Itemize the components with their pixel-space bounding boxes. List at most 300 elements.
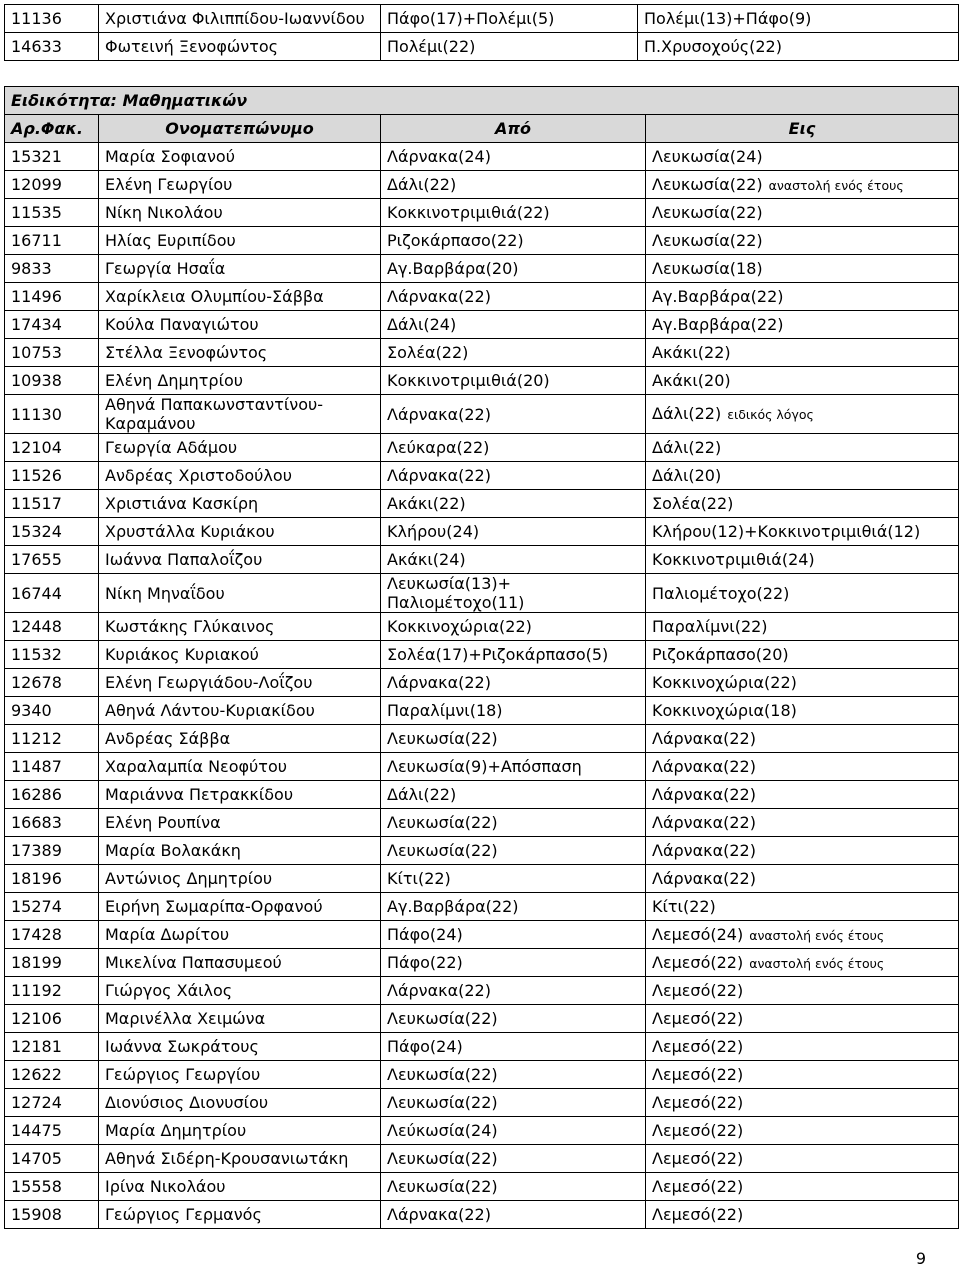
header-from: Από — [381, 115, 646, 143]
from-text: Δάλι(24) — [387, 315, 457, 334]
full-name-cell — [99, 949, 381, 977]
to-text: Λεμεσό(22) — [652, 1009, 744, 1028]
full-name-cell — [99, 921, 381, 949]
full-name-text: Ανδρέας Χριστοδούλου — [105, 466, 292, 485]
from-text: Λευκωσία(22) — [387, 729, 498, 748]
to-cell — [646, 462, 959, 490]
to-text: Λεμεσό(22) — [652, 1037, 744, 1056]
to-text: Κίτι(22) — [652, 897, 716, 916]
file-number-cell — [5, 395, 99, 434]
table-row — [5, 1005, 959, 1033]
file-number-text: 16711 — [11, 231, 62, 250]
from-text: Λάρνακα(22) — [387, 287, 491, 306]
file-number-cell — [5, 434, 99, 462]
remark-text: αναστολή ενός έτους — [749, 955, 885, 971]
table-row — [5, 1061, 959, 1089]
table-row — [5, 893, 959, 921]
from-cell — [381, 339, 646, 367]
full-name-text: Χριστιάνα Κασκίρη — [105, 494, 259, 513]
full-name-cell — [99, 171, 381, 199]
from-cell — [381, 1033, 646, 1061]
from-cell — [381, 697, 646, 725]
file-number-text: 10753 — [11, 343, 62, 362]
full-name-cell — [99, 893, 381, 921]
full-name-text: Χρυστάλλα Κυριάκου — [105, 522, 275, 541]
full-name-text: Μικελίνα Παπασυμεού — [105, 953, 282, 972]
math-transfers-body — [5, 87, 959, 1229]
file-number-cell — [5, 697, 99, 725]
file-number-text: 15908 — [11, 1205, 62, 1224]
to-cell — [646, 893, 959, 921]
from-text: Πάφο(24) — [387, 925, 463, 944]
table-row — [5, 697, 959, 725]
full-name-text: Ιωάννα Παπαλοΐζου — [105, 550, 263, 569]
file-number-cell — [5, 574, 99, 613]
table-row — [5, 518, 959, 546]
to-text: Λευκωσία(22) — [652, 203, 763, 222]
file-number-text: 17428 — [11, 925, 62, 944]
from-cell — [381, 199, 646, 227]
from-cell — [381, 1061, 646, 1089]
section-band — [5, 87, 959, 115]
full-name-text: Μαρία Δωρίτου — [105, 925, 230, 944]
previous-specialty-table — [4, 4, 959, 61]
to-text: Αγ.Βαρβάρα(22) — [652, 315, 784, 334]
file-number-text: 15321 — [11, 147, 62, 166]
table-row — [5, 865, 959, 893]
file-number-cell — [5, 33, 99, 61]
full-name-cell — [99, 255, 381, 283]
file-number-text: 11517 — [11, 494, 62, 513]
table-row — [5, 143, 959, 171]
file-number-cell — [5, 462, 99, 490]
from-text: Λάρνακα(22) — [387, 404, 491, 424]
from-cell — [381, 753, 646, 781]
to-cell — [646, 865, 959, 893]
from-cell — [381, 33, 638, 61]
to-text: Λεμεσό(22) — [652, 1205, 744, 1224]
full-name-text: Ιρίνα Νικολάου — [105, 1177, 226, 1196]
file-number-text: 9833 — [11, 259, 52, 278]
file-number-text: 12181 — [11, 1037, 62, 1056]
full-name-cell — [99, 1033, 381, 1061]
full-name-cell — [99, 1089, 381, 1117]
to-text: Κοκκινοτριμιθιά(24) — [652, 550, 815, 569]
to-cell — [646, 255, 959, 283]
full-name-cell — [99, 753, 381, 781]
to-cell — [646, 546, 959, 574]
to-text: Αγ.Βαρβάρα(22) — [652, 287, 784, 306]
from-cell — [381, 518, 646, 546]
to-cell — [646, 949, 959, 977]
full-name-text: Ειρήνη Σωμαρίπα-Ορφανού — [105, 897, 323, 916]
table-row — [5, 199, 959, 227]
to-text: Λάρνακα(22) — [652, 841, 756, 860]
table-row — [5, 809, 959, 837]
to-cell — [646, 1145, 959, 1173]
from-cell — [381, 227, 646, 255]
full-name-text: Χαρίκλεια Ολυμπίου-Σάββα — [105, 287, 324, 306]
from-text: Πάφο(22) — [387, 953, 463, 972]
file-number-text: 16744 — [11, 583, 62, 603]
file-number-text: 16286 — [11, 785, 62, 804]
full-name-cell — [99, 143, 381, 171]
file-number-cell — [5, 1061, 99, 1089]
to-cell — [646, 1061, 959, 1089]
file-number-cell — [5, 1005, 99, 1033]
file-number-cell — [5, 1145, 99, 1173]
full-name-cell — [99, 1117, 381, 1145]
full-name-cell — [99, 311, 381, 339]
from-text: Αγ.Βαρβάρα(20) — [387, 259, 519, 278]
from-cell — [381, 641, 646, 669]
full-name-text: Ηλίας Ευριπίδου — [105, 231, 236, 250]
table-row — [5, 5, 959, 33]
table-row — [5, 837, 959, 865]
to-text: Λεμεσό(22) — [652, 1121, 744, 1140]
to-text: Λάρνακα(22) — [652, 813, 756, 832]
file-number-cell — [5, 865, 99, 893]
table-row — [5, 1145, 959, 1173]
file-number-text: 12099 — [11, 175, 62, 194]
file-number-text: 11130 — [11, 404, 62, 424]
from-text: Λευκωσία(22) — [387, 1093, 498, 1112]
to-text: Δάλι(22) — [652, 404, 722, 423]
previous-specialty-body — [5, 5, 959, 61]
full-name-cell — [99, 574, 381, 613]
table-row — [5, 669, 959, 697]
to-cell — [646, 613, 959, 641]
table-row — [5, 781, 959, 809]
to-cell — [646, 1173, 959, 1201]
full-name-cell — [99, 227, 381, 255]
from-cell — [381, 283, 646, 311]
to-text: Λάρνακα(22) — [652, 757, 756, 776]
to-cell — [646, 641, 959, 669]
table-row — [5, 753, 959, 781]
from-text: Αγ.Βαρβάρα(22) — [387, 897, 519, 916]
from-text: Σολέα(17)+Ριζοκάρπασο(5) — [387, 645, 609, 664]
full-name-text: Γεώργιος Γεωργίου — [105, 1065, 261, 1084]
from-text: Λάρνακα(22) — [387, 981, 491, 1000]
from-text: Παραλίμνι(18) — [387, 701, 503, 720]
file-number-cell — [5, 641, 99, 669]
to-text: Κλήρου(12)+Κοκκινοτριμιθιά(12) — [652, 522, 921, 541]
to-text: Λεμεσό(22) — [652, 952, 744, 972]
file-number-text: 12104 — [11, 438, 62, 457]
to-cell — [646, 283, 959, 311]
to-text: Λάρνακα(22) — [652, 869, 756, 888]
to-cell — [638, 5, 959, 33]
from-cell — [381, 893, 646, 921]
from-text: Κίτι(22) — [387, 869, 451, 888]
to-cell — [646, 227, 959, 255]
table-row — [5, 311, 959, 339]
file-number-text: 10938 — [11, 371, 62, 390]
table-row — [5, 1201, 959, 1229]
from-text: Πολέμι(22) — [387, 37, 476, 56]
from-cell — [381, 395, 646, 434]
from-cell — [381, 837, 646, 865]
full-name-cell — [99, 462, 381, 490]
to-text: Λάρνακα(22) — [652, 729, 756, 748]
full-name-cell — [99, 283, 381, 311]
file-number-cell — [5, 5, 99, 33]
file-number-cell — [5, 171, 99, 199]
file-number-text: 14633 — [11, 37, 62, 56]
to-text: Πολέμι(13)+Πάφο(9) — [644, 9, 812, 28]
from-text: Λευκωσία(22) — [387, 813, 498, 832]
file-number-cell — [5, 1173, 99, 1201]
file-number-text: 11212 — [11, 729, 62, 748]
file-number-text: 9340 — [11, 701, 52, 720]
full-name-text: Αθηνά Παπακωνσταντίνου-Καραμάνου — [105, 395, 324, 433]
full-name-cell — [99, 434, 381, 462]
table-row — [5, 227, 959, 255]
file-number-cell — [5, 518, 99, 546]
file-number-text: 12448 — [11, 617, 62, 636]
file-number-cell — [5, 781, 99, 809]
to-cell — [646, 367, 959, 395]
full-name-text: Φωτεινή Ξενοφώντος — [105, 37, 279, 56]
from-text: Λευκωσία(13)+ Παλιομέτοχο(11) — [387, 574, 525, 612]
to-cell — [638, 33, 959, 61]
remark-text: αναστολή ενός έτους — [749, 927, 885, 943]
full-name-cell — [99, 781, 381, 809]
file-number-cell — [5, 893, 99, 921]
from-cell — [381, 669, 646, 697]
full-name-text: Ελένη Γεωργιάδου-Λοΐζου — [105, 673, 313, 692]
from-text: Λευκωσία(22) — [387, 1149, 498, 1168]
file-number-cell — [5, 1033, 99, 1061]
file-number-cell — [5, 977, 99, 1005]
table-row — [5, 171, 959, 199]
full-name-cell — [99, 1145, 381, 1173]
file-number-cell — [5, 339, 99, 367]
file-number-text: 11532 — [11, 645, 62, 664]
from-text: Σολέα(22) — [387, 343, 469, 362]
full-name-text: Κούλα Παναγιώτου — [105, 315, 259, 334]
full-name-cell — [99, 977, 381, 1005]
from-text: Ακάκι(24) — [387, 550, 466, 569]
to-cell — [646, 837, 959, 865]
from-text: Πάφο(24) — [387, 1037, 463, 1056]
from-cell — [381, 171, 646, 199]
to-text: Λευκωσία(24) — [652, 147, 763, 166]
full-name-text: Αθηνά Σιδέρη-Κρουσανιωτάκη — [105, 1149, 349, 1168]
file-number-cell — [5, 809, 99, 837]
full-name-cell — [99, 1201, 381, 1229]
file-number-text: 17655 — [11, 550, 62, 569]
file-number-cell — [5, 227, 99, 255]
from-text: Λευκωσία(22) — [387, 1009, 498, 1028]
from-cell — [381, 1201, 646, 1229]
full-name-text: Αθηνά Λάντου-Κυριακίδου — [105, 701, 315, 720]
file-number-cell — [5, 143, 99, 171]
table-row — [5, 367, 959, 395]
full-name-text: Αντώνιος Δημητρίου — [105, 869, 273, 888]
file-number-text: 11192 — [11, 981, 62, 1000]
table-row — [5, 1173, 959, 1201]
from-text: Λευκωσία(22) — [387, 1177, 498, 1196]
file-number-cell — [5, 311, 99, 339]
full-name-text: Κυριάκος Κυριακού — [105, 645, 259, 664]
to-text: Δάλι(20) — [652, 466, 722, 485]
to-text: Λεμεσό(22) — [652, 1065, 744, 1084]
file-number-text: 12106 — [11, 1009, 62, 1028]
file-number-text: 11526 — [11, 466, 62, 485]
file-number-cell — [5, 199, 99, 227]
from-cell — [381, 921, 646, 949]
table-row — [5, 949, 959, 977]
table-row — [5, 574, 959, 613]
to-cell — [646, 1201, 959, 1229]
from-text: Λεύκαρα(22) — [387, 438, 490, 457]
file-number-cell — [5, 725, 99, 753]
to-text: Λευκωσία(22) — [652, 231, 763, 250]
file-number-cell — [5, 613, 99, 641]
full-name-text: Νίκη Μηναΐδου — [105, 583, 225, 603]
from-text: Δάλι(22) — [387, 175, 457, 194]
file-number-text: 17389 — [11, 841, 62, 860]
to-text: Ριζοκάρπασο(20) — [652, 645, 789, 664]
table-row — [5, 725, 959, 753]
full-name-text: Χριστιάνα Φιλιππίδου-Ιωαννίδου — [105, 9, 365, 28]
full-name-text: Μαριάννα Πετρακκίδου — [105, 785, 294, 804]
from-cell — [381, 490, 646, 518]
table-row — [5, 490, 959, 518]
from-text: Λευκωσία(9)+Απόσπαση — [387, 757, 582, 776]
from-cell — [381, 1145, 646, 1173]
file-number-cell — [5, 669, 99, 697]
file-number-text: 14475 — [11, 1121, 62, 1140]
full-name-cell — [99, 837, 381, 865]
full-name-cell — [99, 697, 381, 725]
to-cell — [646, 1033, 959, 1061]
from-text: Λάρνακα(22) — [387, 466, 491, 485]
full-name-text: Ελένη Δημητρίου — [105, 371, 244, 390]
table-row — [5, 1089, 959, 1117]
full-name-text: Κωστάκης Γλύκαινος — [105, 617, 275, 636]
full-name-cell — [99, 33, 381, 61]
full-name-text: Μαρία Δημητρίου — [105, 1121, 247, 1140]
file-number-text: 16683 — [11, 813, 62, 832]
to-cell — [646, 1117, 959, 1145]
full-name-cell — [99, 613, 381, 641]
file-number-cell — [5, 1201, 99, 1229]
table-row — [5, 921, 959, 949]
to-text: Παραλίμνι(22) — [652, 617, 768, 636]
remark-text: ειδικός λόγος — [727, 407, 814, 422]
math-transfers-table — [4, 86, 959, 1229]
full-name-text: Ελένη Ρουπίνα — [105, 813, 221, 832]
to-cell — [646, 339, 959, 367]
from-cell — [381, 5, 638, 33]
table-row — [5, 1117, 959, 1145]
from-cell — [381, 809, 646, 837]
to-cell — [646, 171, 959, 199]
from-cell — [381, 574, 646, 613]
from-cell — [381, 367, 646, 395]
full-name-text: Νίκη Νικολάου — [105, 203, 223, 222]
to-cell — [646, 490, 959, 518]
full-name-cell — [99, 490, 381, 518]
file-number-text: 18196 — [11, 869, 62, 888]
to-text: Κοκκινοχώρια(18) — [652, 701, 797, 720]
from-cell — [381, 949, 646, 977]
header-file-number: Αρ.Φακ. — [5, 115, 99, 143]
file-number-cell — [5, 949, 99, 977]
full-name-cell — [99, 809, 381, 837]
full-name-cell — [99, 1173, 381, 1201]
file-number-text: 11136 — [11, 9, 62, 28]
table-row — [5, 33, 959, 61]
table-row — [5, 434, 959, 462]
full-name-text: Μαρία Βολακάκη — [105, 841, 241, 860]
remark-text: αναστολή ενός έτους — [768, 177, 904, 193]
from-text: Κοκκινοτριμιθιά(20) — [387, 371, 550, 390]
from-text: Λάρνακα(22) — [387, 673, 491, 692]
from-text: Λεύκωσία(24) — [387, 1121, 498, 1140]
from-cell — [381, 311, 646, 339]
file-number-text: 12724 — [11, 1093, 62, 1112]
file-number-cell — [5, 837, 99, 865]
full-name-text: Ιωάννα Σωκράτους — [105, 1037, 259, 1056]
from-cell — [381, 1117, 646, 1145]
file-number-text: 15324 — [11, 522, 62, 541]
table-row — [5, 613, 959, 641]
full-name-text: Γεώργιος Γερμανός — [105, 1205, 262, 1224]
from-cell — [381, 977, 646, 1005]
full-name-text: Ανδρέας Σάββα — [105, 729, 231, 748]
file-number-text: 18199 — [11, 953, 62, 972]
to-cell — [646, 311, 959, 339]
to-text: Λεμεσό(22) — [652, 1149, 744, 1168]
to-cell — [646, 1089, 959, 1117]
file-number-cell — [5, 367, 99, 395]
from-cell — [381, 1089, 646, 1117]
full-name-cell — [99, 199, 381, 227]
table-row — [5, 395, 959, 434]
to-cell — [646, 921, 959, 949]
from-text: Δάλι(22) — [387, 785, 457, 804]
table-row — [5, 641, 959, 669]
page-number: 9 — [915, 1249, 926, 1268]
header-full-name: Ονοματεπώνυμο — [99, 115, 381, 143]
to-text: Π.Χρυσοχούς(22) — [644, 37, 782, 56]
file-number-text: 12622 — [11, 1065, 62, 1084]
from-text: Κλήρου(24) — [387, 522, 480, 541]
to-text: Σολέα(22) — [652, 494, 734, 513]
full-name-text: Μαρία Σοφιανού — [105, 147, 235, 166]
to-cell — [646, 977, 959, 1005]
full-name-cell — [99, 546, 381, 574]
to-text: Κοκκινοχώρια(22) — [652, 673, 797, 692]
full-name-cell — [99, 395, 381, 434]
to-cell — [646, 574, 959, 613]
full-name-text: Γεωργία Αδάμου — [105, 438, 238, 457]
to-cell — [646, 697, 959, 725]
to-text: Λεμεσό(22) — [652, 981, 744, 1000]
to-cell — [646, 395, 959, 434]
to-text: Λευκωσία(18) — [652, 259, 763, 278]
header-to: Εις — [646, 115, 959, 143]
to-cell — [646, 199, 959, 227]
full-name-cell — [99, 865, 381, 893]
from-cell — [381, 255, 646, 283]
full-name-cell — [99, 5, 381, 33]
from-text: Κοκκινοτριμιθιά(22) — [387, 203, 550, 222]
